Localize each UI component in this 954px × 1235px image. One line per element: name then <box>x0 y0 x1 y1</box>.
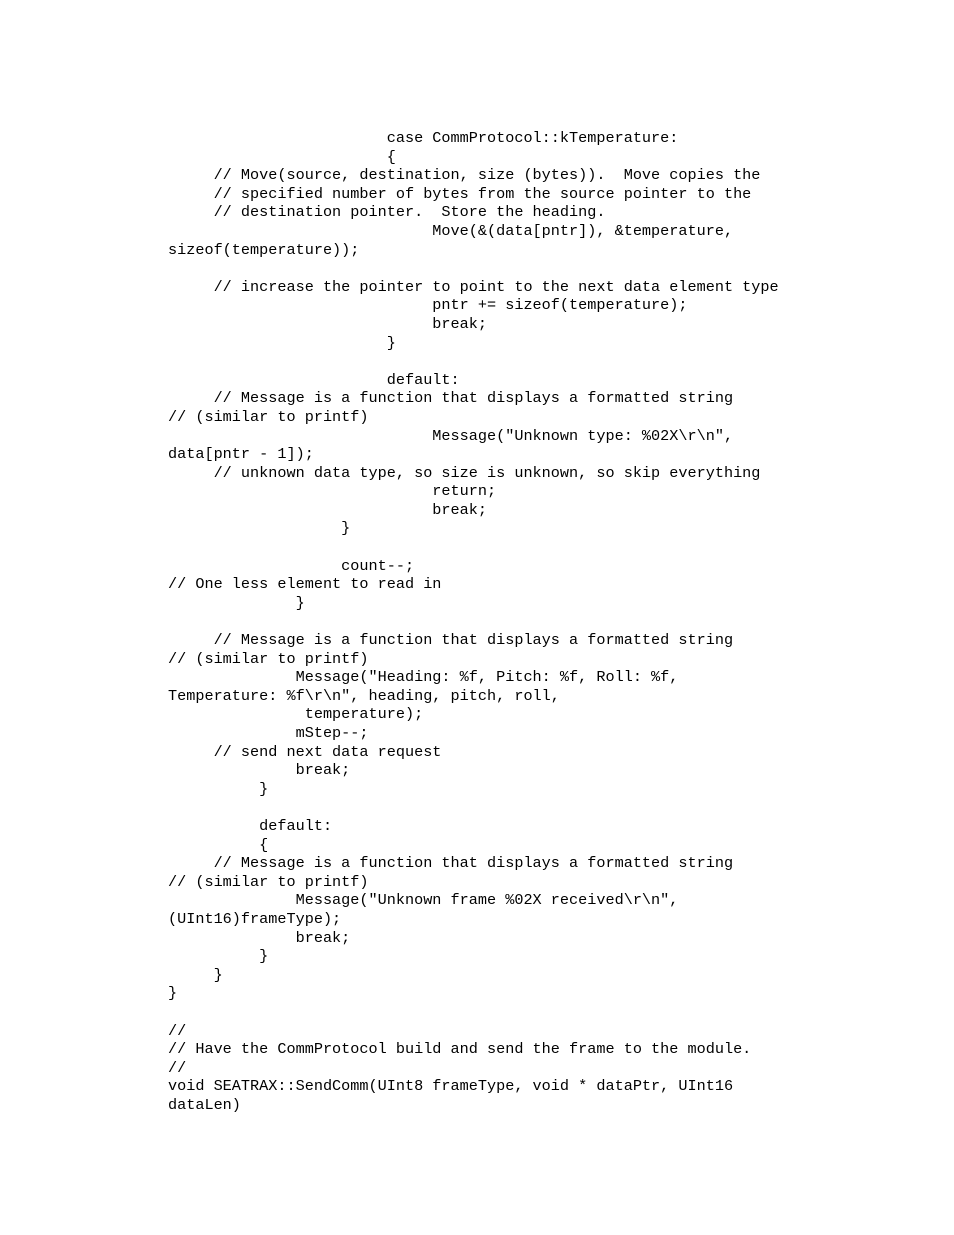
code-line: Message("Heading: %f, Pitch: %f, Roll: %f, <box>168 668 679 687</box>
code-line: // send next data request <box>168 742 442 761</box>
code-line: { <box>168 147 396 166</box>
code-line <box>168 259 779 278</box>
code-line: dataLen) <box>168 1095 241 1114</box>
code-line: break; <box>168 314 487 333</box>
code-line: mStep--; <box>168 724 369 742</box>
code-line <box>168 1003 779 1022</box>
code-line: sizeof(temperature)); <box>168 240 360 259</box>
code-line: // Message is a function that displays a formatted string <box>168 631 734 650</box>
code-line: // Message is a function that displays a formatted string <box>168 854 734 873</box>
code-line: // Have the CommProtocol build and send the frame to the module. <box>168 1040 752 1059</box>
code-line: } <box>168 333 396 352</box>
code-line: Temperature: %f\r\n", heading, pitch, roll, <box>168 686 560 705</box>
code-line: pntr += sizeof(temperature); <box>168 296 688 315</box>
code-line: default: <box>168 816 333 835</box>
code-line <box>168 612 779 631</box>
code-line: data[pntr - 1]); <box>168 445 314 464</box>
code-line: } <box>168 965 223 984</box>
code-line: break; <box>168 500 487 519</box>
code-line <box>168 798 779 817</box>
code-line: } <box>168 984 178 1003</box>
code-line: // increase the pointer to point to the next data element type <box>168 277 779 296</box>
code-line: { <box>168 835 269 854</box>
code-line: // Move(source, destination, size (bytes)). Move copies the <box>168 166 761 185</box>
code-line <box>168 538 779 557</box>
code-line <box>168 352 779 371</box>
code-line: // <box>168 1021 187 1040</box>
code-line: // (similar to printf) <box>168 407 369 426</box>
code-line: // specified number of bytes from the source pointer to the <box>168 184 752 203</box>
code-line: return; <box>168 482 497 501</box>
code-line: } <box>168 593 305 612</box>
source-code-block <box>168 129 779 1114</box>
code-line: default: <box>168 370 460 389</box>
code-line: } <box>168 519 351 538</box>
code-line: // (similar to printf) <box>168 649 369 668</box>
code-line: // Message is a function that displays a formatted string <box>168 389 734 408</box>
code-line: count--; <box>168 556 415 575</box>
code-line: // (similar to printf) <box>168 872 369 891</box>
code-line: break; <box>168 928 351 947</box>
code-line: Move(&(data[pntr]), &temperature, <box>168 221 734 240</box>
code-line: // destination pointer. Store the heading. <box>168 203 606 222</box>
code-line: // <box>168 1058 187 1077</box>
code-line: break; <box>168 761 351 780</box>
code-line: Message("Unknown frame %02X received\r\n", <box>168 891 679 910</box>
code-line: } <box>168 947 269 966</box>
code-line: (UInt16)frameType); <box>168 909 342 928</box>
code-line: temperature); <box>168 705 424 724</box>
code-line: case CommProtocol::kTemperature: <box>168 129 679 147</box>
code-line: } <box>168 779 269 798</box>
code-line: Message("Unknown type: %02X\r\n", <box>168 426 734 445</box>
code-line: // One less element to read in <box>168 575 442 594</box>
code-line: void SEATRAX::SendComm(UInt8 frameType, void * dataPtr, UInt16 <box>168 1077 734 1096</box>
code-line: // unknown data type, so size is unknown, so skip everything <box>168 463 761 482</box>
